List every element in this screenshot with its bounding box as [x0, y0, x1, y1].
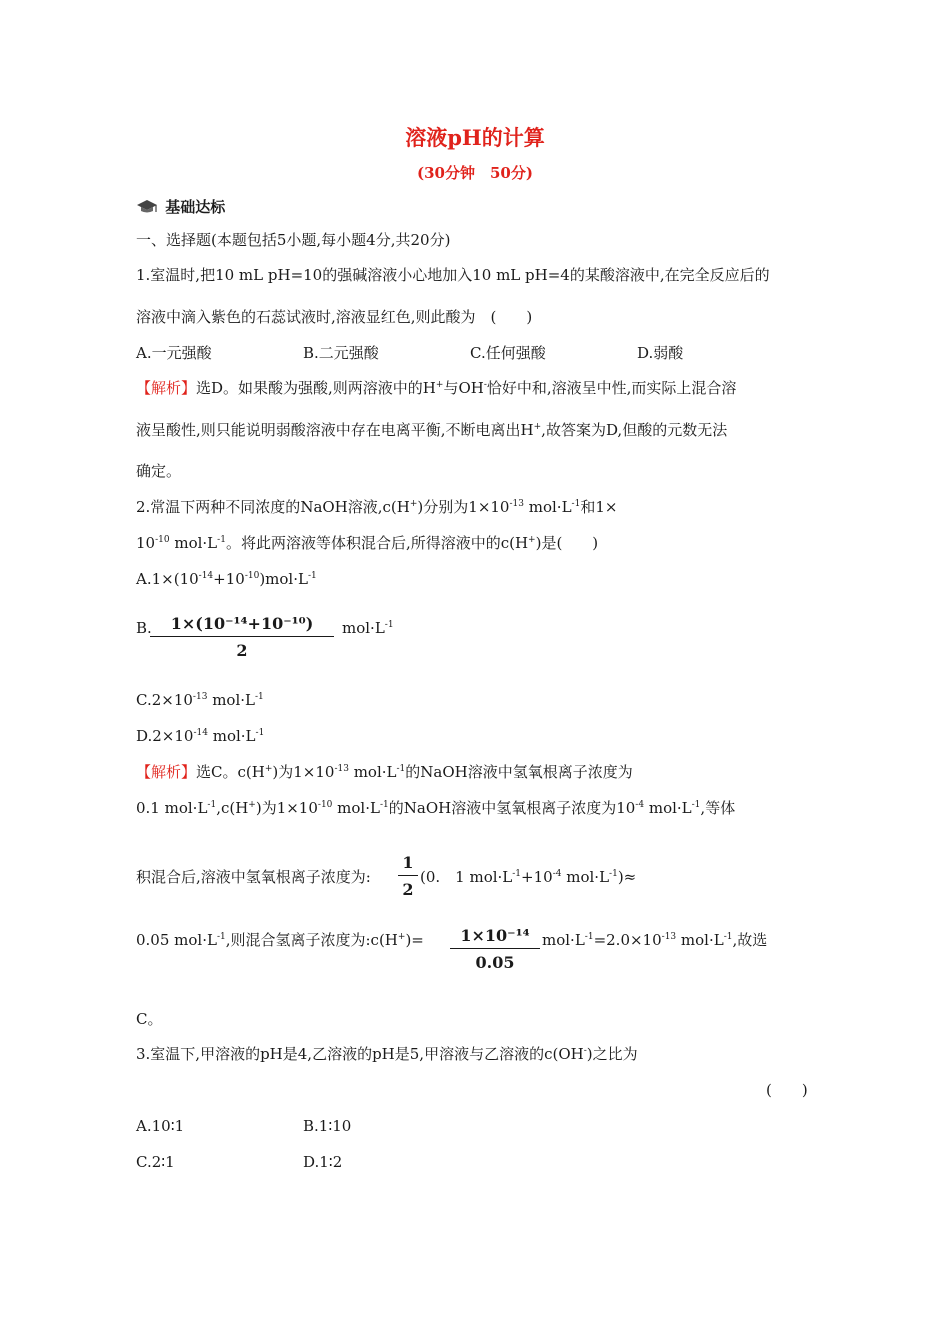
- q2-option-c: $C.2\times 10^{-13}$ $mol\cdot L^{-1}$: [136, 691, 264, 709]
- half-fraction: $\frac{1}{2}$: [398, 853, 418, 899]
- q2-analysis-line4-left: 0.05 $mol\cdot L^{-1}$,则混合氢离子浓度为:c(H+)=: [136, 931, 424, 949]
- q2-analysis-line4-right: $mol\cdot L^{-1}=2.0\times 10^{-13}$ $mol\cdot L^{-1}$,故选: [542, 931, 768, 949]
- section-header: [136, 196, 225, 217]
- q2-option-a: $A.1\times(10^{-14}+10^{-10})mol\cdot L^{-1}$: [136, 570, 317, 588]
- analysis-tag: 【解析】: [136, 763, 197, 781]
- q2-analysis-line2: 0.1 $mol\cdot L^{-1},c(H^+)$为$1\times 10^{-10}$ $mol\cdot L^{-1}$的NaOH溶液中氢氧根离子浓度为$10^{-4}$ $mol\cdot L^{-1}$,等体: [136, 799, 736, 817]
- q2-analysis-line1: 【解析】选C。c(H+)为$1\times 10^{-13}$ $mol\cdot L^{-1}$的NaOH溶液中氢氧根离子浓度为: [136, 763, 633, 781]
- q3-option-a: A.10∶1: [136, 1117, 185, 1135]
- section-label: 基础达标: [165, 198, 226, 216]
- q1-analysis-line3: 确定。: [136, 462, 182, 480]
- q2-option-b-unit: $mol\cdot L^{-1}$: [342, 619, 394, 637]
- q3-option-c: C.2∶1: [136, 1153, 175, 1171]
- analysis-tag: 【解析】: [136, 379, 197, 397]
- q3-option-d: D.1∶2: [303, 1153, 343, 1171]
- q1-analysis-line1: 【解析】选D。如果酸为强酸,则两溶液中的H+与OH-恰好中和,溶液呈中性,而实际上混合溶: [136, 379, 737, 397]
- q2-analysis-line3-right: (0. 1 $mol\cdot L^{-1}+10^{-4}$ $mol\cdot L^{-1})\approx$: [420, 868, 637, 886]
- q2-stem-line1: 2.常温下两种不同浓度的NaOH溶液,c(H+)分别为$1\times 10^{-13}$ $mol\cdot L^{-1}$和1×: [136, 498, 618, 516]
- q1-stem-line1: 1.室温时,把10 mL pH=10的强碱溶液小心地加入10 mL pH=4的某酸溶液中,在完全反应后的: [136, 266, 770, 284]
- page-subtitle: (30分钟 50分): [417, 164, 533, 182]
- q1-option-c: C.任何强酸: [470, 344, 546, 362]
- h-concentration-fraction: $\frac{\text{1×10⁻¹⁴}}{0.05}$: [450, 926, 540, 972]
- q3-answer-paren: ( ): [766, 1081, 808, 1099]
- graduation-cap-icon: [136, 199, 158, 215]
- part-heading: 一、选择题(本题包括5小题,每小题4分,共20分): [136, 231, 451, 249]
- q1-option-b: B.二元强酸: [303, 344, 379, 362]
- q1-option-a: A.一元强酸: [136, 344, 212, 362]
- q3-option-b: B.1∶10: [303, 1117, 352, 1135]
- q1-analysis-line2: 液呈酸性,则只能说明弱酸溶液中存在电离平衡,不断电离出H+,故答案为D,但酸的元数无法: [136, 421, 728, 439]
- q2-option-b-fraction: $\frac{\text{1×(10⁻¹⁴+10⁻¹⁰)}}{2}$: [150, 614, 334, 660]
- q2-option-b-label: B.: [136, 619, 152, 637]
- q1-stem-line2: 溶液中滴入紫色的石蕊试液时,溶液显红色,则此酸为 ( ): [136, 308, 533, 326]
- page-title: 溶液pH的计算: [405, 125, 545, 150]
- q2-stem-line2: $10^{-10}$ $mol\cdot L^{-1}$。将此两溶液等体积混合后,所得溶液中的c(H+)是( ): [136, 534, 599, 552]
- q2-option-d: $D.2\times 10^{-14}$ $mol\cdot L^{-1}$: [136, 727, 265, 745]
- q2-analysis-line3-left: 积混合后,溶液中氢氧根离子浓度为:: [136, 868, 371, 886]
- q3-stem-line1: 3.室温下,甲溶液的pH是4,乙溶液的pH是5,甲溶液与乙溶液的c(OH-)之比为: [136, 1045, 638, 1063]
- q2-analysis-line5: C。: [136, 1010, 163, 1028]
- q1-option-d: D.弱酸: [637, 344, 684, 362]
